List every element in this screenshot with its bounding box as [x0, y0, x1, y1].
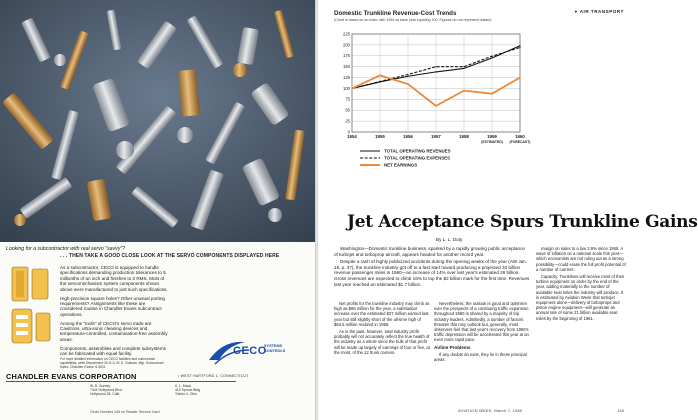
section-subhead: Airline Problems — [434, 344, 471, 350]
article-column-1 — [334, 301, 430, 357]
x-tick-label: 1958 — [459, 134, 469, 139]
data-point — [407, 74, 408, 75]
data-point — [435, 66, 436, 67]
legend-label: TOTAL OPERATING REVENUES — [384, 148, 451, 154]
data-point — [491, 93, 492, 94]
data-point — [463, 90, 464, 91]
article-column-2 — [434, 301, 530, 364]
x-tick-label: 1960 — [515, 134, 525, 139]
chart-subtitle: (Chart is based on an index with 1954 as base year equaling 100. Figures do not represent dollars) — [334, 18, 492, 22]
data-point — [407, 76, 408, 77]
revenue-cost-chart — [334, 10, 531, 190]
ad-caption-top: Looking for a subcontractor with real servo "savvy"? — [6, 246, 126, 252]
x-tick-label: 1955 — [375, 134, 385, 139]
data-point — [519, 77, 520, 78]
ceco-logo-text: CECO — [233, 345, 267, 357]
x-tick-label: 1956 — [403, 134, 413, 139]
company-hq: • WEST HARTFORD 1, CONNECTICUT — [178, 374, 249, 378]
y-tick-label: 50 — [345, 107, 350, 113]
ad-body-text — [60, 265, 168, 360]
data-point — [435, 105, 436, 106]
section-label: ● AIR TRANSPORT — [574, 9, 624, 14]
data-point — [463, 66, 464, 67]
divider — [6, 381, 236, 382]
chart-title: Domestic Trunkline Revenue-Cost Trends — [334, 10, 457, 17]
ad-paragraph: High-precision square holes? Other unusual porting requirements? Assignments like these are considered routine in Chandler Evans subcontract operations. — [60, 295, 165, 317]
body-paragraph: Capacity. Trunklines will receive most of their turbine equipment on order by the end of the year, adding materially to the number of available seat miles the industry will produce. It is estimated by Aviation Week that turbojet equipment alone—delivery of turboprops and piston engine equipment—will generate an annual rate of some 21 billion available seat miles by the beginning of 1961. — [536, 274, 625, 321]
body-paragraph: If any doubts do exist, they lie in these principal areas: — [434, 351, 527, 363]
servo-valve-illustration — [8, 265, 54, 347]
article-title: Jet Acceptance Spurs Trunkline Gains — [347, 212, 698, 232]
data-point — [491, 57, 492, 58]
body-paragraph: As in the past, however, total industry profit probably will not accurately reflect the true health of the industry as a whole since the bulk of that profit will be made up largely of earnings of four or five, at the most, of the 12 trunk carriers. — [334, 329, 430, 355]
y-tick-label: 225 — [343, 31, 350, 37]
data-point — [463, 68, 464, 69]
byline: By L. L. Doty — [436, 237, 463, 242]
ad-paragraph: As a subcontractor, CECO is equipped to handle specifications demanding production tolerances to 5 millionths of an inch and finishes to 2 RMS. Most of the servomechanism system components shown above were manufactured to just such specifications. — [60, 265, 168, 292]
y-tick-label: 150 — [343, 64, 350, 70]
body-paragraph: Nevertheless, the outlook is good and optimism over the prospects of a continuing traffic expansion throughout 1960 is shared by a majority of top industry leaders. Admittedly, a number of factors threaten this rosy outlook but, generally, most observers feel that last year's recovery from 1958's traffic depression will be accelerated this year at an even more rapid pace. — [434, 301, 529, 343]
data-point — [379, 81, 380, 82]
y-tick-label: 175 — [343, 53, 350, 59]
ad-contact-note: For more detailed information on CECO facilities and subcontract capabilities, write Department 20-G-3, W. E. Gutman, Mgr. Subcontract Sales, Chandler Evans. 6-3511 — [60, 357, 164, 369]
y-tick-label: 100 — [343, 85, 350, 91]
x-tick-note: (ESTIMATED) — [481, 140, 503, 144]
lede-paragraph: Washington—Domestic trunkline business, sparked by a rapidly growing public acceptance of turbojet and turboprop aircraft, appears headed for another record year. — [334, 246, 525, 257]
data-point — [351, 88, 352, 89]
ceco-logo-sub2: CONTROLS — [264, 349, 286, 353]
y-tick-label: 25 — [345, 118, 350, 124]
data-point — [407, 83, 408, 84]
article-column-3 — [536, 246, 626, 323]
legend-label: NET EARNINGS — [384, 162, 418, 168]
chart-plot — [334, 28, 531, 188]
ceco-logo-sub1: SYSTEMS — [264, 344, 283, 348]
company-name: CHANDLER EVANS CORPORATION — [6, 372, 137, 381]
y-tick-label: 0 — [347, 129, 350, 135]
page-number: 143 — [617, 408, 624, 413]
ad-paragraph: Components, assemblies and complete subsystems can be fabricated with equal facility. — [60, 345, 166, 357]
data-point — [435, 71, 436, 72]
y-tick-label: 200 — [343, 42, 350, 48]
article-lede — [334, 246, 530, 289]
lede-paragraph: Despite a rash of highly publicized accidents during the opening weeks of the year (AW Jan. 18, p. 37), the trunkline industry got off to a fast start toward producing a projected 33 billion revenue passenger miles in 1960—an increase of 14% over last year's estimated 28 billion. Gross revenues are expected to climb 16% to top the $2 billion mark for the first time. Revenues last year reached an estimated $1.7 billion. — [334, 259, 530, 287]
y-tick-label: 125 — [343, 74, 350, 80]
ad-page — [0, 0, 316, 420]
legend-label: TOTAL OPERATING EXPENSES — [384, 155, 451, 161]
ad-paragraph: Among the "tools" of CECO's servo trade are Cavitrons, ultra-sonic cleaning devices and temperature-controlled, contamination-free assembly areas. — [60, 320, 168, 342]
body-paragraph: Net profits for the trunkline industry may climb as high as $65 million for the year, a substantial increase over the estimated $37 million earned last year but still slightly short of the all-time high of $63.5 million realized in 1955. — [334, 301, 430, 327]
article-page — [318, 0, 698, 420]
page-footer: AVIATION WEEK, March 7, 1960 — [458, 408, 523, 413]
x-tick-label: 1959 — [487, 134, 497, 139]
data-point — [491, 56, 492, 57]
sales-office-midwest: K. L. Mack 410 Spruce Bldg. Toledo 4, Ohio — [175, 384, 202, 397]
servo-components-photo — [0, 0, 316, 242]
data-point — [519, 45, 520, 46]
body-paragraph: margin on sales to a low 2.9% since 1958. A wave of inflation on a national scale this year—which economists are not ruling out as a strong possibility—could erase the full profit potential of a number of carriers. — [536, 246, 626, 272]
data-point — [379, 75, 380, 76]
y-tick-label: 75 — [345, 96, 350, 102]
x-tick-label: 1954 — [347, 134, 357, 139]
ad-caption-main: . . . THEN TAKE A GOOD CLOSE LOOK AT THE SERVO COMPONENTS DISPLAYED HERE — [60, 253, 280, 259]
x-tick-note: (FORECAST) — [509, 140, 531, 144]
reader-service-note: Circle Number 145 on Reader Service Card — [90, 410, 160, 414]
x-tick-label: 1957 — [431, 134, 441, 139]
components-illustration — [0, 0, 316, 242]
sales-office-west: W. B. Gurney 7444 Hollywood Blvd. Hollywood 28, Calif. — [90, 384, 123, 397]
data-point — [519, 47, 520, 48]
